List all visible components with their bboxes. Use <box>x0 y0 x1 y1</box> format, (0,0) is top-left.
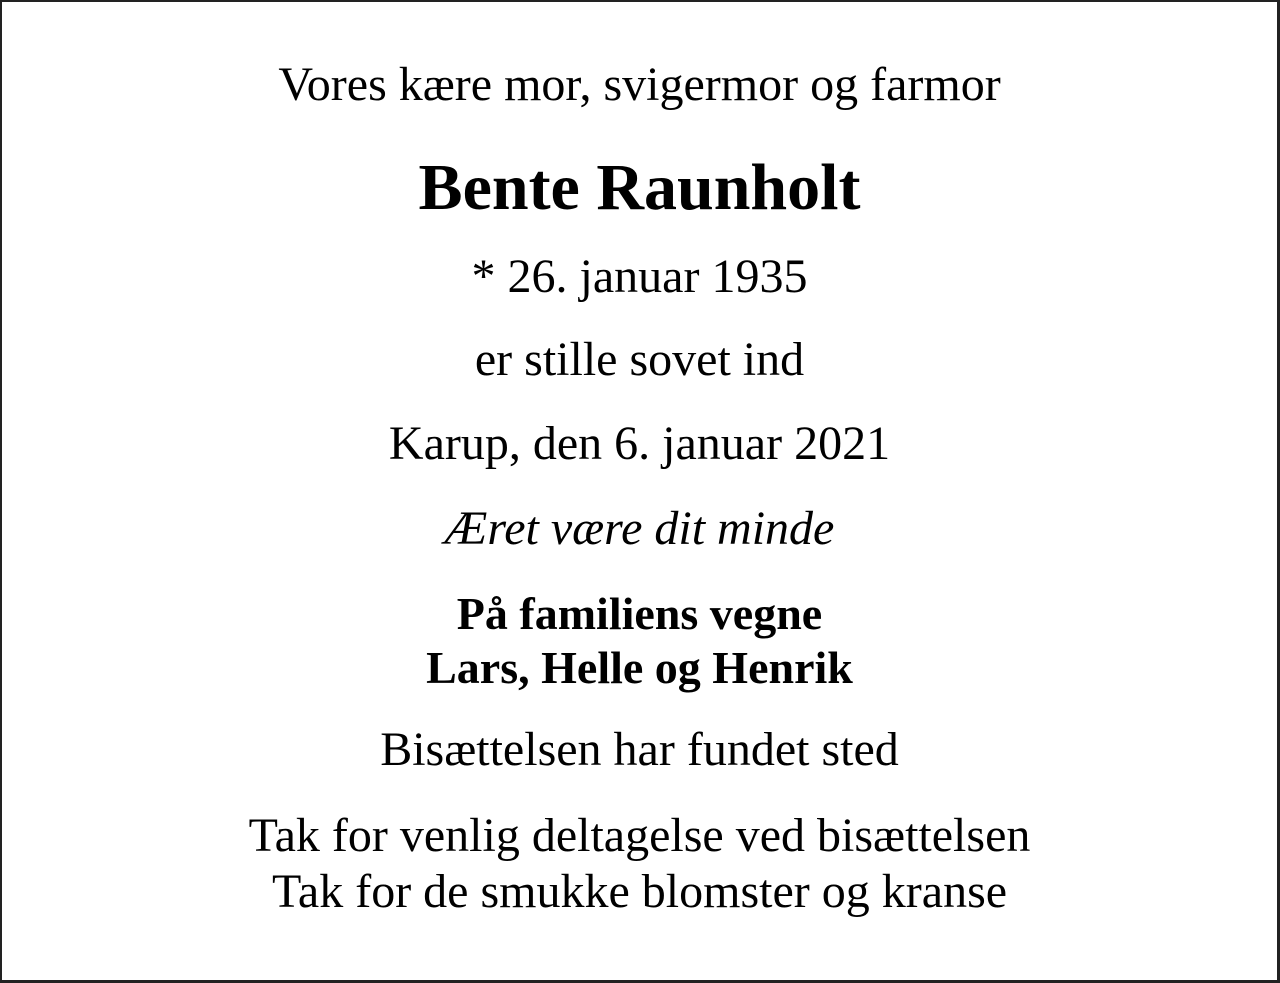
passed-text: er stille sovet ind <box>474 333 805 386</box>
family-line-1: På familiens vegne <box>456 588 823 639</box>
birth-date: * 26. januar 1935 <box>471 250 808 303</box>
intro-text: Vores kære mor, svigermor og farmor <box>278 58 1001 111</box>
thanks-line-1: Tak for venlig deltagelse ved bisættelsen <box>248 809 1031 862</box>
funeral-text: Bisættelsen har fundet sted <box>380 723 899 776</box>
thanks-line-2: Tak for de smukke blomster og kranse <box>271 865 1008 918</box>
memorial-motto: Æret være dit minde <box>444 502 835 555</box>
family-signature <box>2 587 1277 695</box>
thanks-text <box>2 808 1277 920</box>
deceased-name: Bente Raunholt <box>418 151 861 224</box>
place-date: Karup, den 6. januar 2021 <box>388 417 891 470</box>
family-line-2: Lars, Helle og Henrik <box>426 642 853 693</box>
